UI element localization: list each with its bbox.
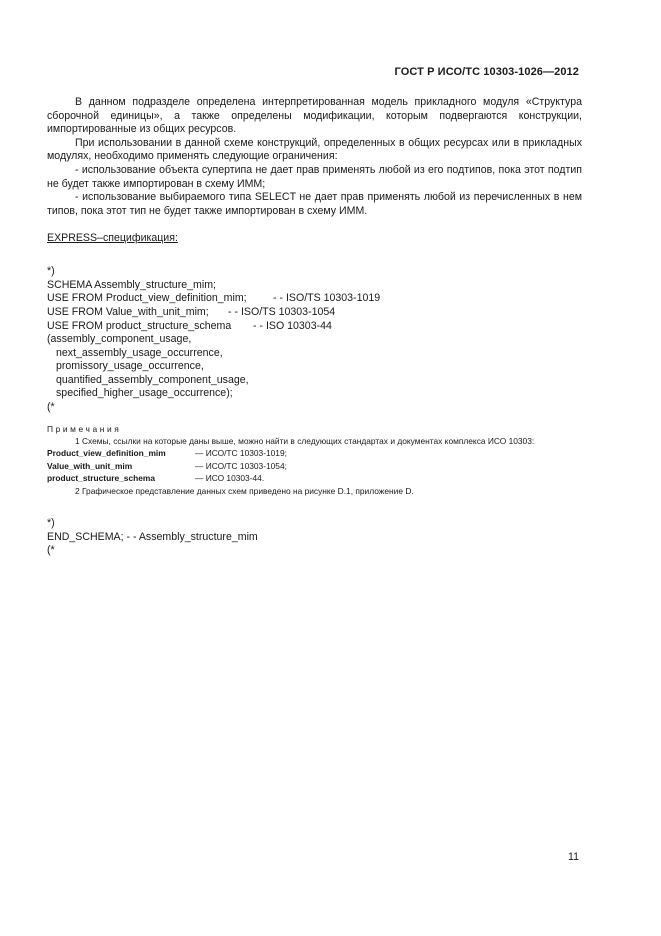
end-close-comment: (* (47, 544, 55, 557)
note-item-2: 2 Графическое представление данных схем приведено на рисунке D.1, приложение D. (75, 485, 414, 496)
page-body (47, 96, 582, 558)
note-ref-doc: — ИСО/ТС 10303-1019; (195, 448, 287, 459)
note-ref-name: Value_with_unit_mim (47, 460, 133, 471)
express-end-block (47, 517, 582, 558)
use-from-comment: - - ISO/TS 10303-1019 (273, 292, 381, 305)
code-list-open: (assembly_component_usage, (47, 333, 192, 346)
restrictions-paragraph: При использовании в данной схеме конструкций, определенных в общих ресурсах или в прикладных модулях, необходимо применять следующие ограничения: (47, 136, 582, 163)
note-block (47, 423, 582, 497)
express-code-block (47, 265, 582, 415)
use-from-comment: - - ISO/TS 10303-1054 (228, 305, 336, 318)
code-list-item: specified_higher_usage_occurrence); (56, 387, 233, 400)
use-from-statement: USE FROM Product_view_definition_mim; (47, 292, 247, 305)
code-use-from-line (47, 320, 582, 334)
end-schema-line: END_SCHEMA; - - Assembly_structure_mim (47, 530, 258, 543)
restriction-supertype: - использование объекта супертипа не дает прав применять любой из его подтипов, пока этот подтип не будет также импортирован в схему ИММ; (47, 163, 582, 190)
code-use-from-line (47, 306, 582, 320)
code-schema-line: SCHEMA Assembly_structure_mim; (47, 278, 216, 291)
code-open-comment: *) (47, 265, 55, 278)
note-heading: Примечания (47, 423, 122, 434)
note-ref-name: Product_view_definition_mim (47, 448, 166, 459)
use-from-statement: USE FROM Value_with_unit_mim; (47, 305, 209, 318)
end-open-comment: *) (47, 517, 55, 530)
code-list-item: promissory_usage_occurrence, (56, 360, 204, 373)
note-ref-name: product_structure_schema (47, 473, 155, 484)
document-code-header: ГОСТ Р ИСО/ТС 10303-1026—2012 (394, 66, 579, 78)
note-ref-doc: — ИСО/ТС 10303-1054; (195, 460, 287, 471)
note-ref-row (47, 472, 582, 484)
note-ref-row (47, 460, 582, 472)
note-item-1: 1 Схемы, ссылки на которые даны выше, можно найти в следующих стандартах и документах комплекса ИСО 10303: (75, 436, 535, 447)
code-list-item: quantified_assembly_component_usage, (56, 373, 249, 386)
restriction-select: - использование выбираемого типа SELECT не дает прав применять любой из перечисленных в нем типов, пока этот тип не будет также импортирован в схему ИММ. (47, 191, 582, 217)
note-ref-doc: — ИСО 10303-44. (195, 473, 265, 484)
note-ref-row (47, 447, 582, 459)
code-close-comment: (* (47, 401, 55, 414)
use-from-comment: - - ISO 10303-44 (253, 319, 332, 332)
use-from-statement: USE FROM product_structure_schema (47, 319, 232, 332)
page-number: 11 (568, 851, 579, 863)
intro-paragraph: В данном подразделе определена интерпретированная модель прикладного модуля «Структура сборочной единицы», а также определены модификации, которым подвергаются конструкции, импортированные из общих ресурсов. (47, 96, 582, 136)
code-list-item: next_assembly_usage_occurrence, (56, 346, 223, 359)
code-use-from-line (47, 292, 582, 306)
express-spec-title: EXPRESS–спецификация: (47, 231, 178, 244)
